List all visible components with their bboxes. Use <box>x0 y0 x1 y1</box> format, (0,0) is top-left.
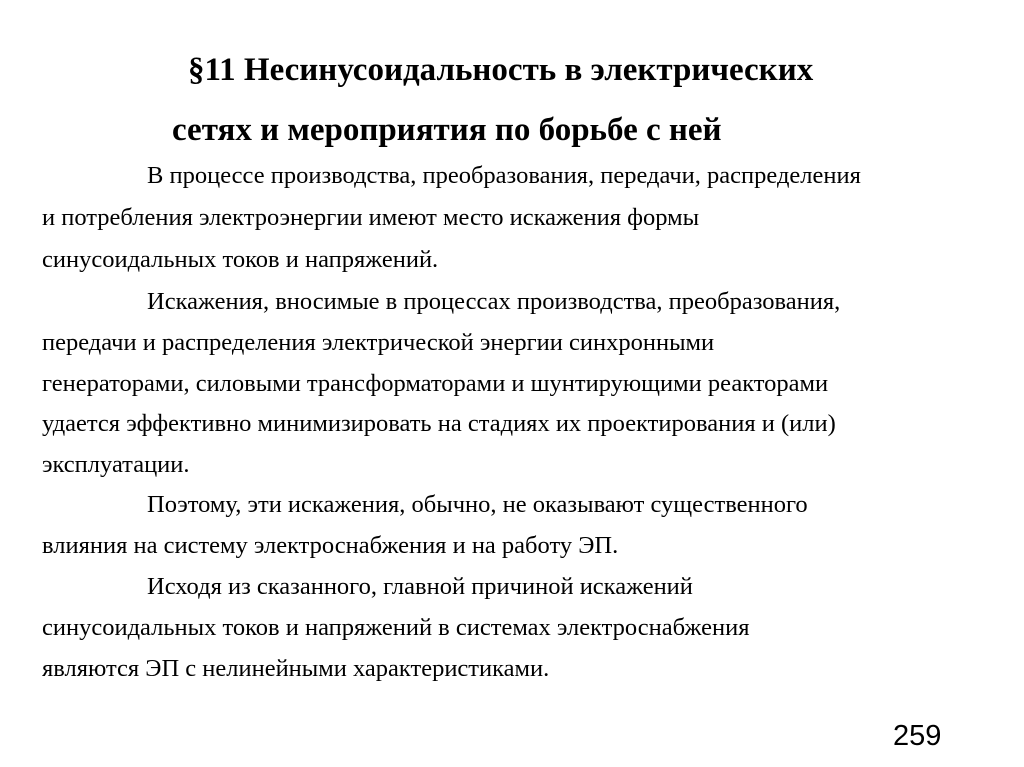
paragraph-1-line-1: В процессе производства, преобразования, передачи, распределения <box>147 162 861 189</box>
paragraph-3-line-1: Поэтому, эти искажения, обычно, не оказывают существенного <box>147 491 808 518</box>
paragraph-2-line-5: эксплуатации. <box>42 451 190 478</box>
page-number: 259 <box>893 720 942 752</box>
paragraph-1-line-2: и потребления электроэнергии имеют место искажения формы <box>42 204 700 231</box>
paragraph-4-line-3: являются ЭП с нелинейными характеристиками. <box>42 655 550 682</box>
paragraph-4-line-1: Исходя из сказанного, главной причиной искажений <box>147 573 693 600</box>
slide-title-line-1: §11 Несинусоидальность в электрических <box>188 52 814 88</box>
paragraph-4-line-2: синусоидальных токов и напряжений в системах электроснабжения <box>42 614 750 641</box>
paragraph-2-line-2: передачи и распределения электрической энергии синхронными <box>42 329 715 356</box>
paragraph-2-line-4: удается эффективно минимизировать на стадиях их проектирования и (или) <box>42 410 836 437</box>
slide-title-line-2: сетях и мероприятия по борьбе с ней <box>172 112 722 148</box>
paragraph-2-line-1: Искажения, вносимые в процессах производства, преобразования, <box>147 288 841 315</box>
paragraph-1-line-3: синусоидальных токов и напряжений. <box>42 246 439 273</box>
paragraph-3-line-2: влияния на систему электроснабжения и на работу ЭП. <box>42 532 619 559</box>
paragraph-2-line-3: генераторами, силовыми трансформаторами и шунтирующими реакторами <box>42 370 829 397</box>
